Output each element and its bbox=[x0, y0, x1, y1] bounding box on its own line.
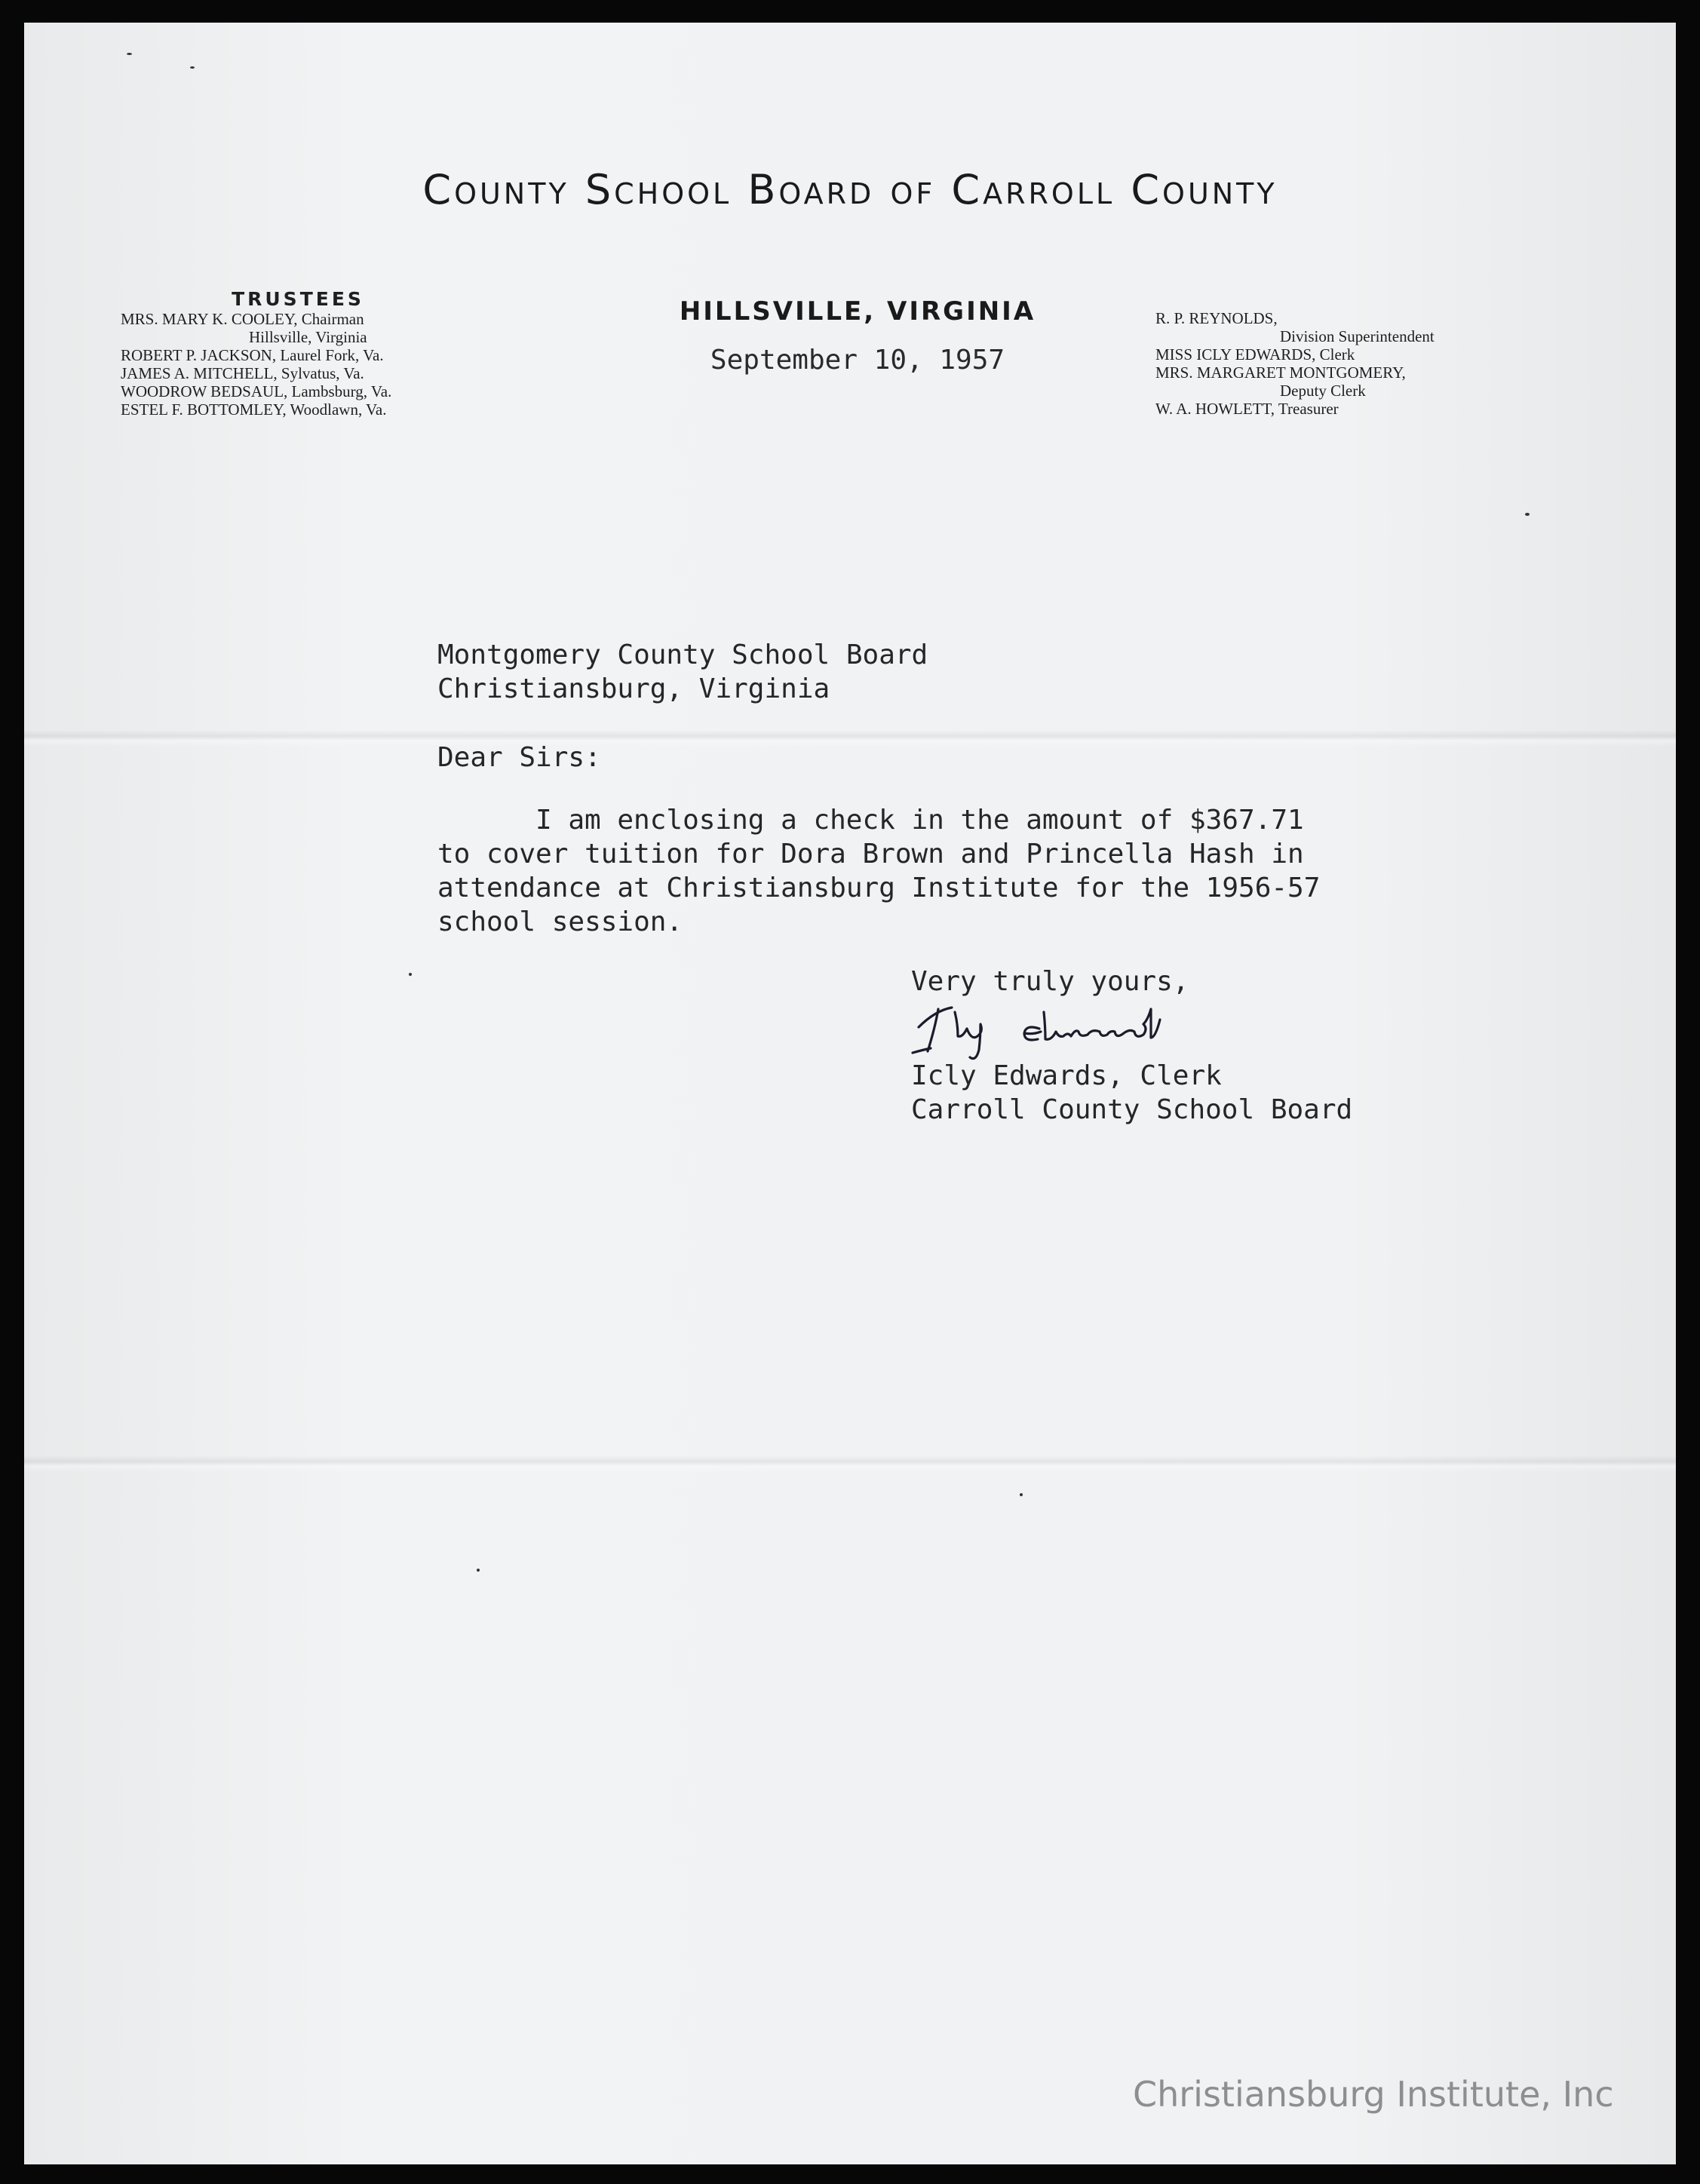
handwritten-signature bbox=[905, 989, 1222, 1065]
body-line: school session. bbox=[437, 906, 683, 937]
paper-speck bbox=[1525, 513, 1530, 516]
paper-speck bbox=[190, 66, 195, 69]
recipient-line: Montgomery County School Board bbox=[437, 640, 928, 670]
archive-watermark: Christiansburg Institute, Inc bbox=[1133, 2074, 1614, 2115]
officer-line: MISS ICLY EDWARDS, Clerk bbox=[1155, 345, 1355, 363]
trustee-line: MRS. MARY K. COOLEY, Chairman bbox=[121, 310, 364, 328]
officer-line: R. P. REYNOLDS, bbox=[1155, 309, 1278, 327]
body-line: attendance at Christiansburg Institute for the 1956-57 bbox=[437, 873, 1321, 903]
salutation: Dear Sirs: bbox=[437, 742, 601, 773]
letterhead-city: HILLSVILLE, VIRGINIA bbox=[679, 296, 1036, 327]
officer-line: Division Superintendent bbox=[1280, 327, 1435, 345]
officer-line: MRS. MARGARET MONTGOMERY, bbox=[1155, 363, 1406, 382]
officer-line: W. A. HOWLETT, Treasurer bbox=[1155, 400, 1339, 418]
trustee-line: Hillsville, Virginia bbox=[249, 328, 367, 346]
paper-speck bbox=[477, 1569, 480, 1572]
officer-line: Deputy Clerk bbox=[1280, 382, 1366, 400]
letter-date: September 10, 1957 bbox=[710, 345, 1005, 376]
trustee-line: ESTEL F. BOTTOMLEY, Woodlawn, Va. bbox=[121, 400, 387, 419]
recipient-line: Christiansburg, Virginia bbox=[437, 673, 830, 704]
recipient-address bbox=[437, 638, 928, 706]
paper-speck bbox=[1020, 1493, 1023, 1496]
signer-line: Icly Edwards, Clerk bbox=[911, 1060, 1222, 1091]
paper-speck bbox=[127, 53, 132, 55]
trustee-line: WOODROW BEDSAUL, Lambsburg, Va. bbox=[121, 382, 392, 400]
letter-page bbox=[24, 23, 1676, 2164]
trustees-heading: TRUSTEES bbox=[232, 288, 364, 310]
trustee-line: JAMES A. MITCHELL, Sylvatus, Va. bbox=[121, 364, 364, 382]
paper-speck bbox=[409, 973, 412, 976]
body-line: I am enclosing a check in the amount of $367.71 bbox=[535, 805, 1304, 836]
letter-body bbox=[437, 803, 1320, 939]
officers-list bbox=[1155, 309, 1578, 418]
body-line: to cover tuition for Dora Brown and Princella Hash in bbox=[437, 839, 1304, 870]
closing: Very truly yours, bbox=[911, 966, 1189, 997]
signer-block bbox=[911, 1059, 1352, 1127]
signer-line: Carroll County School Board bbox=[911, 1094, 1353, 1125]
trustee-line: ROBERT P. JACKSON, Laurel Fork, Va. bbox=[121, 346, 384, 364]
letterhead-title: County School Board of Carroll County bbox=[422, 166, 1278, 213]
